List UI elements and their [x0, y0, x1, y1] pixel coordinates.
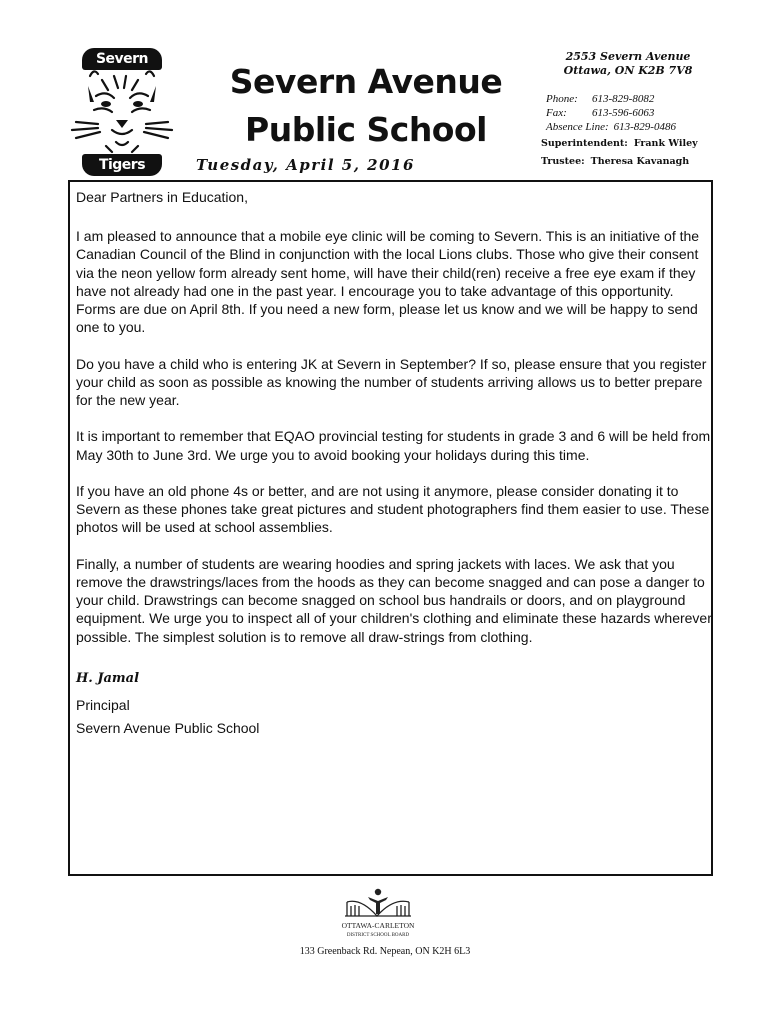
book-person-icon: [339, 888, 417, 942]
board-address: 133 Greenback Rd. Nepean, ON K2H 6L3: [299, 946, 471, 957]
address-line1: 2553 Severn Avenue: [565, 50, 691, 63]
superintendent-name: Frank Wiley: [633, 138, 698, 149]
letter-body: [76, 188, 712, 742]
logo-bottom-text: Tigers: [82, 154, 162, 176]
board-logo-line1: OTTAWA-CARLETON: [341, 921, 415, 930]
paragraph-jk-registration: Do you have a child who is entering JK at Severn in September? If so, please ensure that you register your child as soon as possible as knowing the number of students arriving allows us to better prepare for the new year.: [76, 355, 707, 409]
signer-title: Principal: [76, 697, 130, 714]
paragraph-phone-donation: If you have an old phone 4s or better, and are not using it anymore, please consider donating it to Severn as these phones take great pictures and student photographers find them easier to use. These photos will be used at school assemblies.: [76, 483, 710, 536]
superintendent-label: Superintendent:: [541, 138, 628, 149]
paragraph-eqao-testing: It is important to remember that EQAO provincial testing for students in grade 3 and 6 will be held from May 30th to June 3rd. We urge you to avoid booking your holidays during this time.: [76, 428, 711, 463]
phone-number: 613-829-8082: [592, 93, 655, 105]
school-name-line2: Public School: [245, 110, 487, 149]
trustee-label: Trustee:: [541, 156, 585, 167]
school-name: [196, 58, 536, 154]
contact-info: [546, 92, 676, 134]
paragraph-eye-clinic: I am pleased to announce that a mobile eye clinic will be coming to Severn. This is an initiative of the Canadian Council of the Blind in conjunction with the local Lions clubs. Those who give their consent via the neon yellow form already sent home, will have their child(ren) receive a free eye exam if they have not already had one in the past year. I encourage you to take advantage of this opportunity. Forms are due on April 8th. If you need a new form, please let us know and we will be happy to send one to you.: [76, 228, 700, 336]
trustee-line: [541, 156, 689, 167]
tiger-face-icon: [68, 66, 176, 156]
fax-row: [546, 106, 676, 120]
severn-tigers-logo: [68, 44, 176, 174]
fax-number: 613-596-6063: [592, 107, 655, 119]
absence-label: Absence Line:: [546, 121, 609, 133]
board-logo-line2: DISTRICT SCHOOL BOARD: [346, 933, 410, 938]
absence-row: [546, 120, 676, 134]
logo-top-text: Severn: [82, 48, 162, 70]
trustee-name: Theresa Kavanagh: [590, 156, 690, 167]
address-line2: Ottawa, ON K2B 7V8: [563, 64, 693, 77]
signer-school: Severn Avenue Public School: [76, 720, 260, 737]
superintendent-line: [541, 138, 698, 149]
signature: H. Jamal: [76, 670, 140, 686]
phone-label: Phone:: [546, 93, 578, 105]
fax-label: Fax:: [546, 107, 567, 119]
school-address: [553, 50, 703, 78]
letter-date: Tuesday, April 5, 2016: [196, 156, 415, 174]
letter-greeting: Dear Partners in Education,: [76, 189, 248, 205]
school-name-line1: Severn Avenue: [229, 62, 503, 101]
phone-row: [546, 92, 676, 106]
paragraph-drawstrings: Finally, a number of students are wearing hoodies and spring jackets with laces. We ask that you remove the drawstrings/laces from the hoods as they can become snagged and can pose a danger to your child. Drawstrings can become snagged on school bus handrails or doors, and on playground equipment. We urge you to inspect all of your children's clothing and eliminate these hazards wherever possible. The simplest solution is to remove all draw-strings from clothing.: [76, 555, 712, 645]
absence-number: 613-829-0486: [613, 121, 676, 133]
